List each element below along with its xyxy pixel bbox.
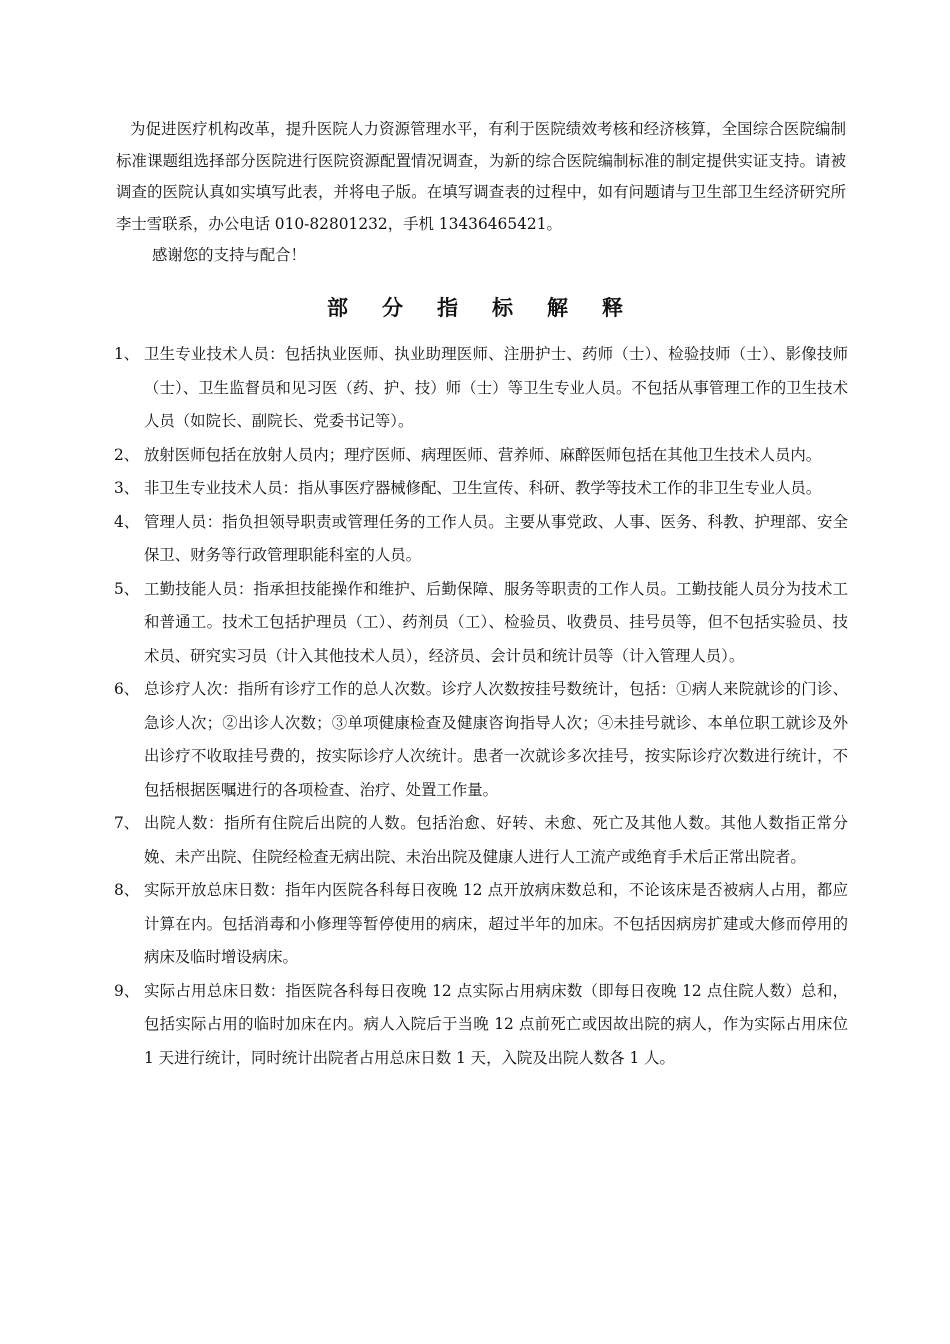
definition-text: 管理人员：指负担领导职责或管理任务的工作人员。主要从事党政、人事、医务、科教、护理部、安全保卫、财务等行政管理职能科室的人员。	[144, 512, 848, 564]
definition-text: 实际开放总床日数：指年内医院各科每日夜晚 12 点开放病床数总和，不论该床是否被病人占用，都应计算在内。包括消毒和小修理等暂停使用的病床，超过半年的加床。不包括因病房扩建或大修而停用的病床及临时增设病床。	[144, 881, 848, 966]
definition-number: 7、	[114, 814, 140, 832]
definition-item	[114, 807, 848, 874]
definition-text: 实际占用总床日数：指医院各科每日夜晚 12 点实际占用病床数（即每日夜晚 12 点住院人数）总和，包括实际占用的临时加床在内。病人入院后于当晚 12 点前死亡或因故出院的病人，作为实际占用床位 1 天进行统计，同时统计出院者占用总床日数 1 天，入院及出院人数各 1 人。	[144, 981, 848, 1067]
definition-text: 工勤技能人员：指承担技能操作和维护、后勤保障、服务等职责的工作人员。工勤技能人员分为技术工和普通工。技术工包括护理员（工）、药剂员（工）、检验员、收费员、挂号员等，但不包括实验员、技术员、研究实习员（计入其他技术人员），经济员、会计员和统计员等（计入管理人员）。	[144, 579, 848, 665]
definition-number: 1、	[114, 345, 140, 363]
thanks-paragraph: 感谢您的支持与配合！	[152, 246, 306, 264]
definition-number: 6、	[114, 680, 140, 698]
section-title: 部分指标解释	[327, 296, 657, 320]
definition-item	[114, 874, 848, 975]
definition-text: 出院人数：指所有住院后出院的人数。包括治愈、好转、未愈、死亡及其他人数。其他人数指正常分娩、未产出院、住院经检查无病出院、未治出院及健康人进行人工流产或绝育手术后正常出院者。	[144, 814, 848, 866]
definition-number: 8、	[114, 881, 140, 899]
definition-number: 2、	[114, 445, 140, 464]
definition-item	[114, 506, 848, 573]
definition-item	[114, 573, 848, 674]
intro-paragraph: 为促进医疗机构改革，提升医院人力资源管理水平，有利于医院绩效考核和经济核算，全国综合医院编制标准课题组选择部分医院进行医院资源配置情况调查，为新的综合医院编制标准的制定提供实证支持。请被调查的医院认真如实填写此表，并将电子版。在填写调查表的过程中，如有问题请与卫生部卫生经济研究所李士雪联系，办公电话 010-82801232，手机 13436465421。	[116, 120, 846, 233]
definition-item	[114, 338, 848, 439]
intro-section	[116, 114, 846, 272]
definition-item	[114, 975, 848, 1076]
definition-item	[114, 472, 848, 506]
definition-text: 卫生专业技术人员：包括执业医师、执业助理医师、注册护士、药师（士）、检验技师（士）、影像技师（士）、卫生监督员和见习医（药、护、技）师（士）等卫生专业人员。不包括从事管理工作的卫生技术人员（如院长、副院长、党委书记等）。	[144, 345, 848, 430]
definitions-list	[114, 338, 848, 1075]
definition-text: 非卫生专业技术人员：指从事医疗器械修配、卫生宣传、科研、教学等技术工作的非卫生专业人员。	[144, 479, 822, 497]
definition-item	[114, 673, 848, 807]
definition-text: 放射医师包括在放射人员内；理疗医师、病理医师、营养师、麻醉医师包括在其他卫生技术人员内。	[144, 445, 822, 464]
definition-number: 5、	[114, 579, 140, 598]
definition-number: 9、	[114, 981, 140, 1000]
definition-text: 总诊疗人次：指所有诊疗工作的总人次数。诊疗人次数按挂号数统计，包括：①病人来院就诊的门诊、急诊人次；②出诊人次数；③单项健康检查及健康咨询指导人次；④未挂号就诊、本单位职工就诊及外出诊疗不收取挂号费的，按实际诊疗人次统计。患者一次就诊多次挂号，按实际诊疗次数进行统计，不包括根据医嘱进行的各项检查、治疗、处置工作量。	[144, 680, 848, 799]
definition-item	[114, 439, 848, 473]
definition-number: 3、	[114, 479, 140, 497]
definition-number: 4、	[114, 512, 140, 531]
